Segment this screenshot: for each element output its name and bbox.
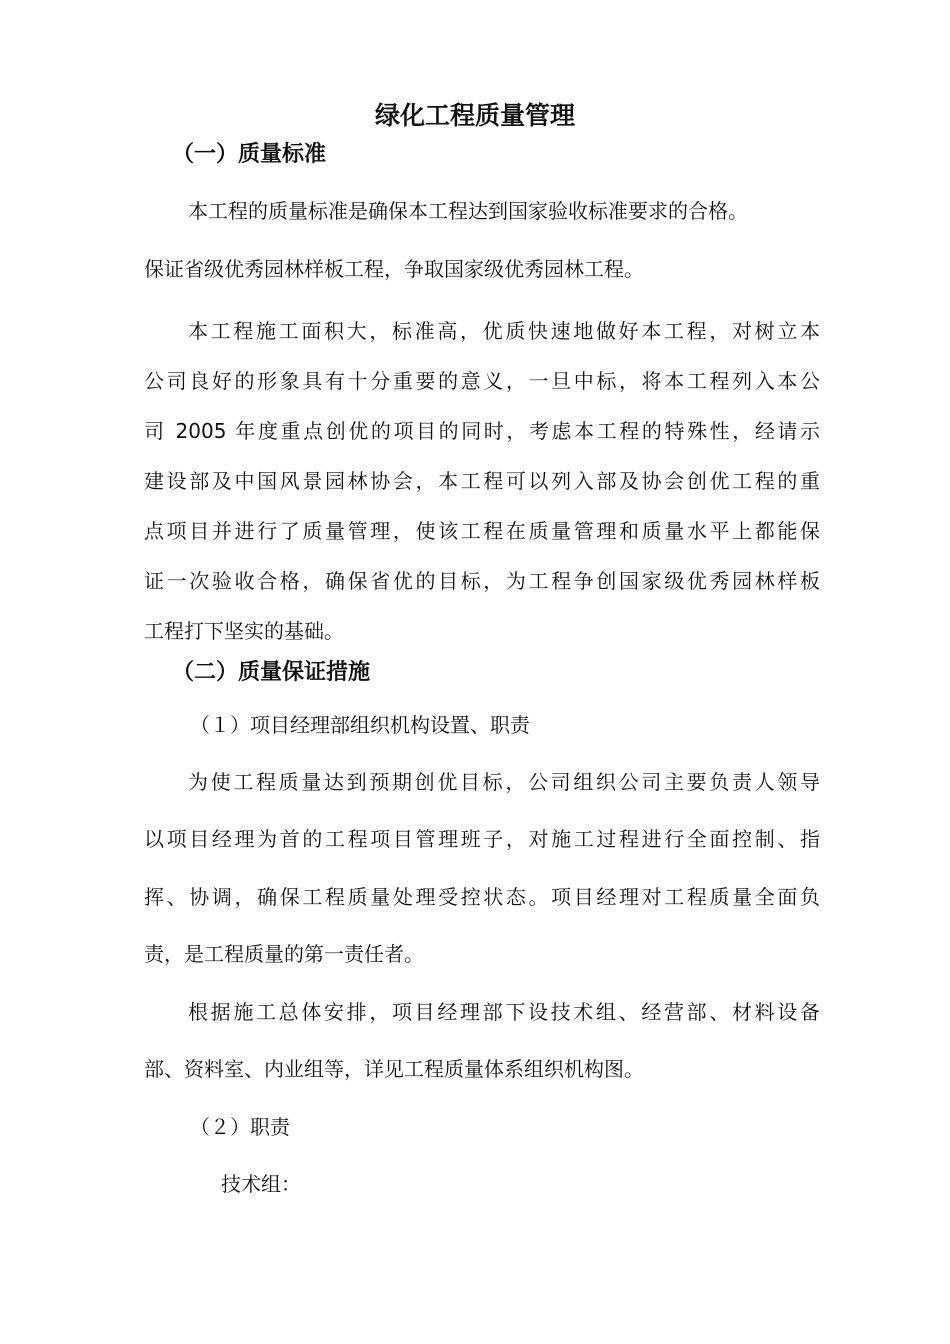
section-heading-quality-standard: （一）质量标准	[172, 142, 327, 167]
paragraph-line: 工程打下坚实的基础。	[144, 619, 344, 643]
paragraph-line: 本工程施工面积大，标准高，优质快速地做好本工程，对树立本	[188, 319, 820, 343]
paragraph-line: 以项目经理为首的工程项目管理班子，对施工过程进行全面控制、指	[144, 827, 820, 851]
paragraph-line: 为使工程质量达到预期创优目标，公司组织公司主要负责人领导	[188, 770, 820, 794]
paragraph-line: 根据施工总体安排，项目经理部下设技术组、经营部、材料设备	[188, 1000, 820, 1024]
section-heading-quality-assurance: （二）质量保证措施	[172, 660, 371, 685]
paragraph-line: 点项目并进行了质量管理，使该工程在质量管理和质量水平上都能保	[144, 519, 820, 543]
document-title: 绿化工程质量管理	[374, 101, 575, 130]
sub-item-label: 技术组：	[221, 1172, 301, 1196]
paragraph-line: 建设部及中国风景园林协会，本工程可以列入部及协会创优工程的重	[144, 469, 820, 493]
paragraph-line: 司 2005 年度重点创优的项目的同时，考虑本工程的特殊性，经请示	[144, 419, 820, 443]
paragraph-line: 本工程的质量标准是确保本工程达到国家验收标准要求的合格。	[188, 199, 748, 223]
paragraph-line: 挥、协调，确保工程质量处理受控状态。项目经理对工程质量全面负	[144, 885, 820, 909]
paragraph-line: 公司良好的形象具有十分重要的意义，一旦中标，将本工程列入本公	[144, 369, 820, 393]
paragraph-line: 证一次验收合格，确保省优的目标，为工程争创国家级优秀园林样板	[144, 569, 820, 593]
paragraph-line: 责，是工程质量的第一责任者。	[144, 942, 424, 966]
paragraph-line: 保证省级优秀园林样板工程，争取国家级优秀园林工程。	[144, 257, 644, 281]
paragraph-line: 部、资料室、内业组等，详见工程质量体系组织机构图。	[144, 1057, 644, 1081]
sub-item-heading: （２）职责	[190, 1115, 290, 1139]
sub-item-heading: （１）项目经理部组织机构设置、职责	[190, 713, 530, 737]
